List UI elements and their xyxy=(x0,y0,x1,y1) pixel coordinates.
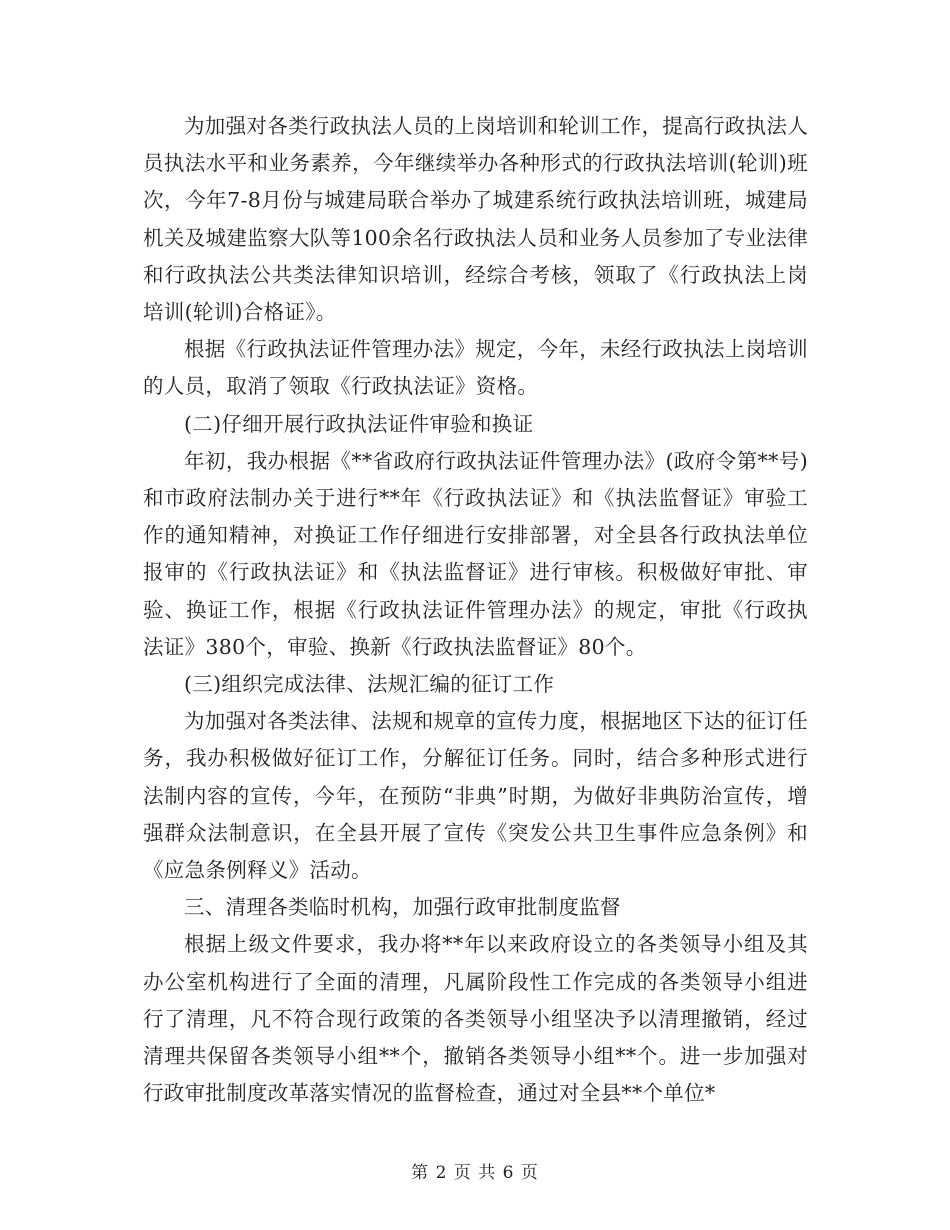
section-heading-law-compilation: (三)组织完成法律、法规汇编的征订工作 xyxy=(184,672,555,697)
document-body xyxy=(143,108,808,1112)
section-heading-temporary-agencies: 三、清理各类临时机构，加强行政审批制度监督 xyxy=(184,895,621,920)
paragraph-certificate-rule: 根据《行政执法证件管理办法》规定，今年，未经行政执法上岗培训的人员，取消了领取《行政执法证》资格。 xyxy=(143,337,808,399)
paragraph-certificate-review: 年初，我办根据《**省政府行政执法证件管理办法》(政府令第**号)和市政府法制办关于进行**年《行政执法证》和《执法监督证》审验工作的通知精神，对换证工作仔细进行安排部署，对全县各行政执法单位报审的《行政执法证》和《执法监督证》进行审核。积极做好审批、审验、换证工作，根据《行政执法证件管理办法》的规定，审批《行政执法证》380个，审验、换新《行政执法监督证》80个。 xyxy=(143,448,808,659)
section-heading-certificate-review: (二)仔细开展行政执法证件审验和换证 xyxy=(184,411,534,436)
page-footer: 第 2 页 共 6 页 xyxy=(411,1163,539,1183)
paragraph-training: 为加强对各类行政执法人员的上岗培训和轮训工作，提高行政执法人员执法水平和业务素养，今年继续举办各种形式的行政执法培训(轮训)班次，今年7-8月份与城建局联合举办了城建系统行政执法培训班，城建局机关及城建监察大队等100余名行政执法人员和业务人员参加了专业法律和行政执法公共类法律知识培训，经综合考核，领取了《行政执法上岗培训(轮训)合格证》。 xyxy=(143,114,808,325)
paragraph-temporary-agencies: 根据上级文件要求，我办将**年以来政府设立的各类领导小组及其办公室机构进行了全面的清理，凡属阶段性工作完成的各类领导小组进行了清理，凡不符合现行政策的各类领导小组坚决予以清理撤销，经过清理共保留各类领导小组**个，撤销各类领导小组**个。进一步加强对行政审批制度改革落实情况的监督检查，通过对全县**个单位* xyxy=(143,932,808,1106)
paragraph-law-compilation: 为加强对各类法律、法规和规章的宣传力度，根据地区下达的征订任务，我办积极做好征订工作，分解征订任务。同时，结合多种形式进行法制内容的宣传，今年，在预防“非典”时期，为做好非典防治宣传，增强群众法制意识，在全县开展了宣传《突发公共卫生事件应急条例》和《应急条例释义》活动。 xyxy=(143,709,808,883)
